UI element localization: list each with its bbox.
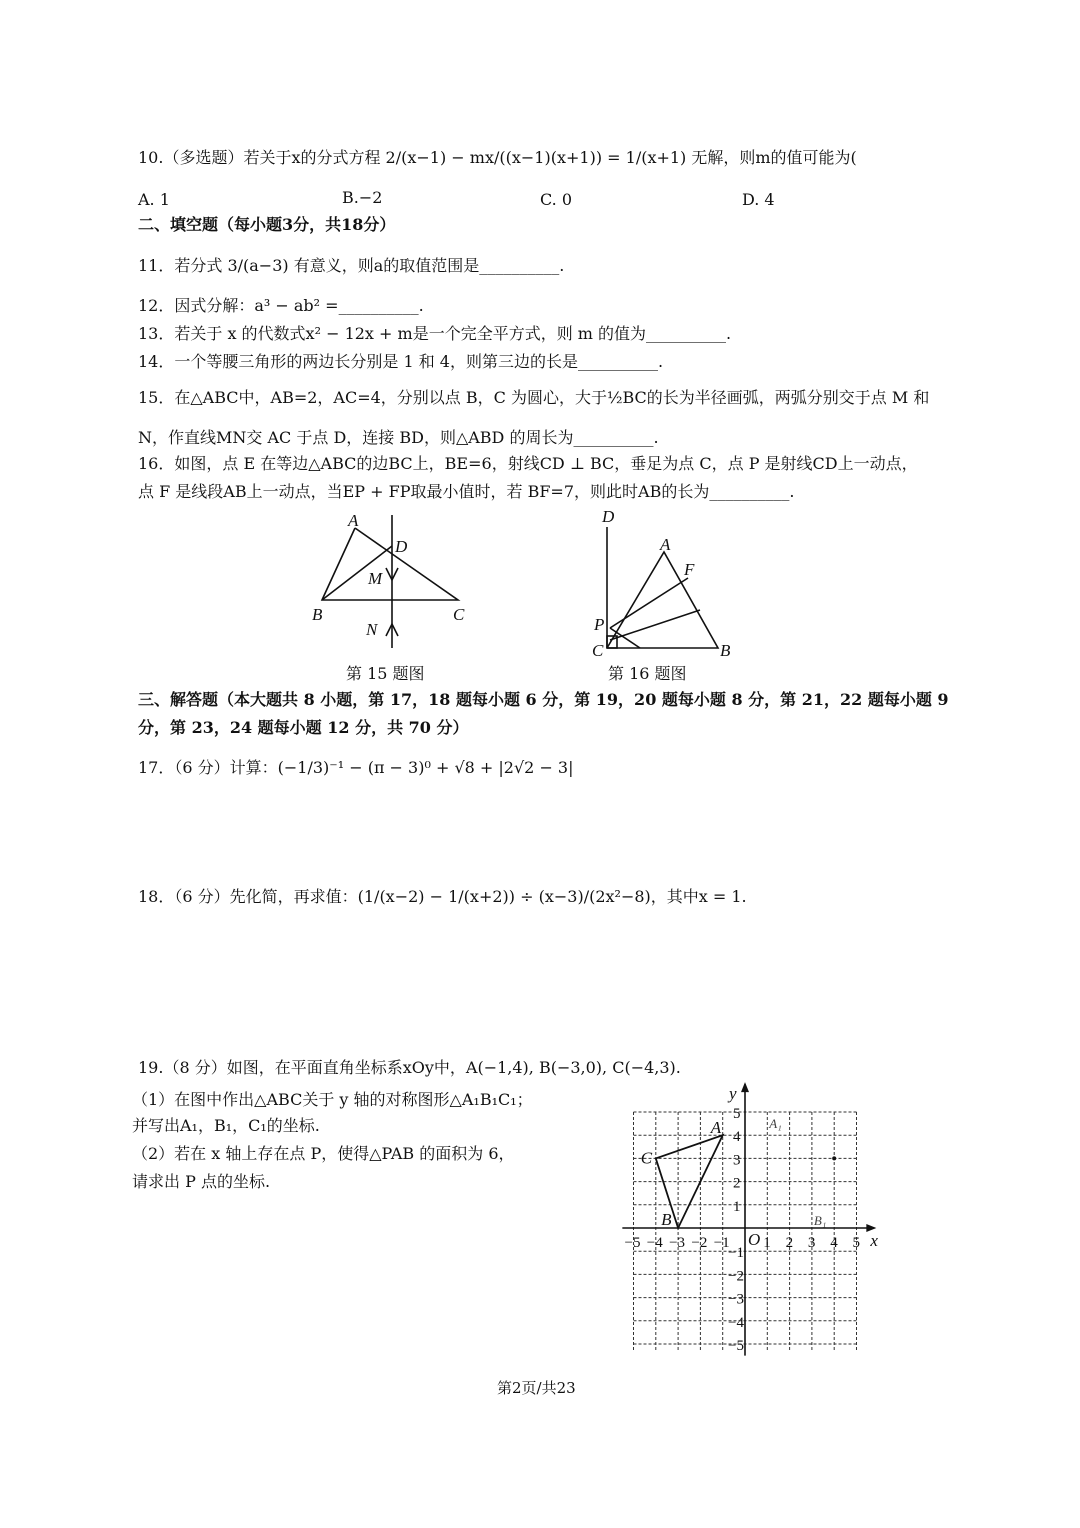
- y-tick-label: −4: [728, 1314, 744, 1331]
- q19-line3: 并写出A₁，B₁，C₁的坐标.: [132, 1116, 320, 1135]
- q10-option-b: B.−2: [342, 188, 383, 207]
- point-c-label: C: [640, 1148, 653, 1168]
- q16-line2: 点 F 是线段AB上一动点，当EP + FP取最小值时，若 BF=7，则此时AB的长为__________.: [138, 482, 795, 501]
- section3-heading-line2: 分，第 23，24 题每小题 12 分，共 70 分）: [138, 718, 469, 737]
- q16-line1: 16．如图，点 E 在等边△ABC的边BC上，BE=6，射线CD ⊥ BC，垂足为点 C，点 P 是射线CD上一动点，: [138, 454, 918, 473]
- fig16-label-d: D: [602, 507, 615, 526]
- q15-line2: N，作直线MN交 AC 于点 D，连接 BD，则△ABD 的周长为__________.: [138, 428, 659, 447]
- x-tick-label: 2: [785, 1235, 794, 1251]
- fig16-label-c: C: [592, 641, 604, 660]
- y-tick-label: −1: [728, 1245, 744, 1262]
- fig15-caption: 第 15 题图: [346, 664, 425, 683]
- q19-line4: （2）若在 x 轴上存在点 P，使得△PAB 的面积为 6，: [132, 1144, 515, 1163]
- y-tick-label: 3: [733, 1152, 741, 1169]
- y-axis-arrow: [741, 1082, 749, 1092]
- fig15-label-d: D: [395, 537, 408, 556]
- fig16-label-a: A: [660, 535, 671, 554]
- fig15-label-b: B: [312, 605, 323, 624]
- handwritten-point: [832, 1156, 836, 1160]
- y-tick-label: 2: [733, 1175, 741, 1192]
- q17: 17．（6 分）计算：(−1/3)⁻¹ − (π − 3)⁰ + √8 + |2√2 − 3|: [138, 758, 574, 777]
- point-a-label: A: [710, 1118, 722, 1138]
- q19-line2: （1）在图中作出△ABC关于 y 轴的对称图形△A₁B₁C₁；: [132, 1090, 533, 1109]
- fig15-label-a: A: [348, 511, 359, 530]
- q12: 12．因式分解：a³ − ab² =__________.: [138, 296, 424, 315]
- q10-option-c: C. 0: [540, 190, 573, 209]
- q18: 18．（6 分）先化简，再求值：(1/(x−2) − 1/(x+2)) ÷ (x−3)/(2x²−8)，其中x = 1.: [138, 887, 747, 906]
- y-tick-label: 5: [733, 1106, 741, 1122]
- q10-option-d: D. 4: [742, 190, 775, 209]
- section3-heading-line1: 三、解答题（本大题共 8 小题，第 17，18 题每小题 6 分，第 19，20 题每小题 8 分，第 21，22 题每小题 9: [138, 690, 949, 709]
- x-tick-label: −1: [713, 1235, 730, 1251]
- x-tick-label: −5: [624, 1235, 641, 1251]
- y-tick-label: −3: [728, 1291, 744, 1308]
- q10-stem: 10.（多选题）若关于x的分式方程 2/(x−1) − mx/((x−1)(x+1)) = 1/(x+1) 无解，则m的值可能为(: [138, 148, 857, 167]
- q19-line1: 19.（8 分）如图，在平面直角坐标系xOy中，A(−1,4), B(−3,0), C(−4,3).: [138, 1058, 681, 1077]
- x-tick-label: −4: [646, 1235, 663, 1251]
- x-tick-label: 4: [830, 1235, 838, 1251]
- fig15-label-m: M: [368, 569, 383, 588]
- fig16-label-b: B: [720, 641, 731, 660]
- q15-line1: 15．在△ABC中，AB=2，AC=4，分别以点 B，C 为圆心，大于½BC的长为半径画弧，两弧分别交于点 M 和: [138, 388, 930, 407]
- handwritten-a1-label: A₁: [769, 1116, 782, 1132]
- q11: 11．若分式 3/(a−3) 有意义，则a的取值范围是__________.: [138, 256, 565, 275]
- section2-heading: 二、填空题（每小题3分，共18分）: [138, 215, 396, 234]
- fig16-label-p: P: [594, 615, 605, 634]
- x-tick-label: 5: [852, 1235, 860, 1251]
- q10-option-a: A. 1: [138, 190, 170, 209]
- x-tick-label: −2: [691, 1235, 708, 1251]
- q14: 14．一个等腰三角形的两边长分别是 1 和 4，则第三边的长是__________.: [138, 352, 664, 371]
- x-tick-label: −3: [669, 1235, 686, 1251]
- y-tick-label: −5: [728, 1338, 744, 1354]
- q13: 13．若关于 x 的代数式x² − 12x + m是一个完全平方式，则 m 的值为__________.: [138, 324, 732, 343]
- y-tick-label: 1: [733, 1198, 741, 1215]
- x-tick-label: 3: [807, 1235, 816, 1251]
- x-tick-label: 1: [763, 1235, 771, 1251]
- y-axis-label: y: [729, 1084, 737, 1104]
- q19-line5: 请求出 P 点的坐标.: [132, 1172, 271, 1191]
- y-tick-label: −2: [728, 1268, 744, 1285]
- fig15-label-c: C: [453, 605, 465, 624]
- y-tick-label: 4: [733, 1129, 741, 1146]
- fig15-label-n: N: [366, 620, 378, 639]
- page-footer: 第2页/共23: [497, 1379, 576, 1397]
- handwritten-b1-label: B₁: [813, 1213, 827, 1228]
- x-axis-label: x: [870, 1231, 878, 1250]
- fig16-caption: 第 16 题图: [608, 664, 687, 683]
- origin-label: O: [748, 1230, 761, 1249]
- point-b-label: B: [661, 1210, 672, 1229]
- fig16-label-f: F: [684, 560, 695, 579]
